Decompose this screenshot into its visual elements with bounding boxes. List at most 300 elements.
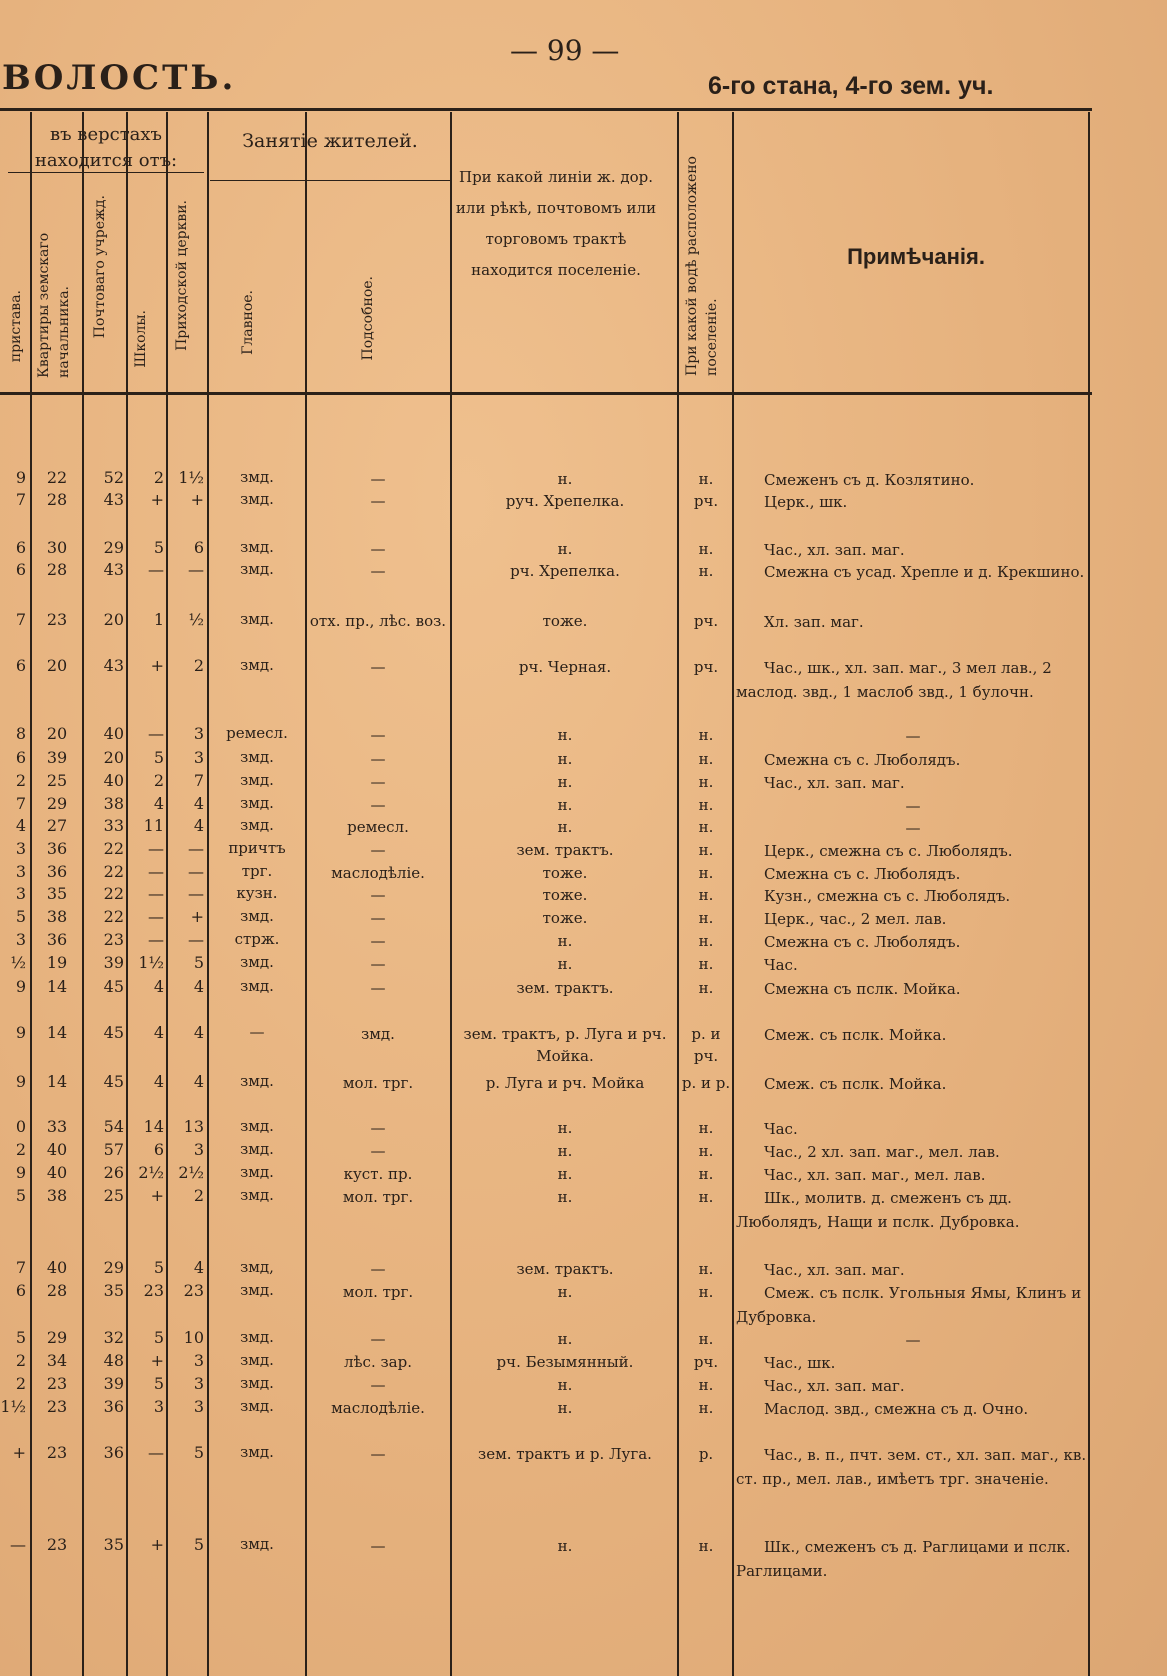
cell-main-occupation: змд. <box>240 1535 274 1553</box>
cell-water: н. <box>698 1188 714 1206</box>
cell-main-occupation: змд. <box>240 771 274 789</box>
cell-main-occupation: змд. <box>240 1163 274 1181</box>
cell-sub-occupation: — <box>370 750 386 768</box>
cell-remark: Час., в. п., пчт. зем. ст., хл. зап. маг., кв. ст. пр., мел. лав., имѣетъ трг. значеніе. <box>736 1446 1087 1488</box>
cell-church: 5 <box>193 953 204 972</box>
cell-post: 23 <box>103 930 124 949</box>
cell-pristav: 9 <box>15 1072 26 1091</box>
cell-sub-occupation: мол. трг. <box>342 1074 414 1092</box>
cell-sub-occupation: — <box>370 932 386 950</box>
cell-sub-occupation: — <box>370 1537 386 1555</box>
cell-zemsky: 28 <box>46 1281 68 1300</box>
cell-sub-occupation: — <box>370 540 386 558</box>
cell-remark: — <box>905 819 921 837</box>
cell-line-info: тоже. <box>542 909 588 927</box>
cell-water: р. и рч. <box>691 1025 721 1065</box>
cell-zemsky: 38 <box>46 1186 68 1205</box>
cell-zemsky: 20 <box>46 724 68 743</box>
cell-zemsky: 29 <box>46 794 68 813</box>
cell-church: 4 <box>193 1023 204 1042</box>
cell-post: 26 <box>103 1163 124 1182</box>
cell-zemsky: 35 <box>46 884 68 903</box>
cell-remark: Час., шк. <box>764 1354 836 1372</box>
cell-post: 20 <box>103 748 124 767</box>
cell-school: 5 <box>153 538 164 557</box>
cell-remark: Шк., смеженъ съ д. Раглицами и пслк. Раглицами. <box>736 1538 1071 1580</box>
cell-post: 43 <box>103 560 124 579</box>
cell-zemsky: 14 <box>46 1072 68 1091</box>
cell-zemsky: 20 <box>46 656 68 675</box>
cell-main-occupation: — <box>249 1023 265 1041</box>
cell-line-info: зем. трактъ. <box>516 979 614 997</box>
cell-school: 2 <box>153 468 164 487</box>
cell-zemsky: 29 <box>46 1328 68 1347</box>
cell-water: н. <box>698 470 714 488</box>
cell-sub-occupation: лѣс. зар. <box>343 1353 412 1371</box>
cell-sub-occupation: — <box>370 726 386 744</box>
cell-post: 57 <box>103 1140 124 1159</box>
cell-church: — <box>188 560 204 579</box>
cell-line-info: н. <box>557 773 573 791</box>
cell-main-occupation: змд. <box>240 490 274 508</box>
cell-zemsky: 23 <box>46 1374 68 1393</box>
cell-church: ½ <box>188 610 204 629</box>
cell-school: — <box>148 560 164 579</box>
cell-school: 5 <box>153 1258 164 1277</box>
cell-remark: Час., хл. зап. маг. <box>764 1261 905 1279</box>
right-title: 6-го стана, 4-го зем. уч. <box>708 72 994 100</box>
cell-remark: Смежна съ с. Люболядъ. <box>764 751 961 769</box>
cell-pristav: 2 <box>15 1140 26 1159</box>
cell-remark: Час., хл. зап. маг. <box>764 1377 905 1395</box>
cell-post: 43 <box>103 656 124 675</box>
cell-sub-occupation: — <box>370 1445 386 1463</box>
cell-main-occupation: змд. <box>240 977 274 995</box>
cell-pristav: 3 <box>15 884 26 903</box>
cell-line-info: рч. Хрепелка. <box>510 562 620 580</box>
cell-sub-occupation: — <box>370 796 386 814</box>
cell-post: 22 <box>103 839 124 858</box>
cell-post: 32 <box>103 1328 124 1347</box>
cell-zemsky: 23 <box>46 1443 68 1462</box>
cell-pristav: ½ <box>10 953 26 972</box>
cell-post: 22 <box>103 862 124 881</box>
cell-school: 6 <box>153 1140 164 1159</box>
cell-water: н. <box>698 1142 714 1160</box>
cell-sub-occupation: — <box>370 955 386 973</box>
cell-line-info: зем. трактъ. <box>516 841 614 859</box>
cell-church: 1½ <box>178 468 204 487</box>
cell-line-info: н. <box>557 1537 573 1555</box>
col-line-info: При какой линіи ж. дор. или рѣкѣ, почтовомъ или торговомъ трактѣ находится поселеніе. <box>455 168 657 279</box>
col-sub-occ: Подсобное. <box>360 276 376 361</box>
cell-zemsky: 25 <box>46 771 68 790</box>
cell-pristav: 7 <box>15 610 26 629</box>
cell-school: + <box>150 1535 164 1554</box>
cell-pristav: 9 <box>15 1163 26 1182</box>
cell-zemsky: 22 <box>46 468 68 487</box>
cell-line-info: н. <box>557 470 573 488</box>
cell-post: 35 <box>103 1535 124 1554</box>
cell-church: — <box>188 884 204 903</box>
cell-church: 2½ <box>178 1163 204 1182</box>
cell-pristav: + <box>12 1443 26 1462</box>
cell-post: 52 <box>103 468 124 487</box>
cell-main-occupation: змд. <box>240 656 274 674</box>
cell-church: 3 <box>193 1351 204 1370</box>
cell-sub-occupation: — <box>370 886 386 904</box>
cell-line-info: н. <box>557 932 573 950</box>
cell-remark: Смеженъ съ д. Козлятино. <box>764 471 975 489</box>
cell-school: 11 <box>143 816 164 835</box>
cell-sub-occupation: — <box>370 470 386 488</box>
cell-water: рч. <box>693 492 719 510</box>
col-post: Почтоваго учрежд. <box>92 195 108 339</box>
cell-main-occupation: змд. <box>240 538 274 556</box>
cell-line-info: н. <box>557 1283 573 1301</box>
cell-pristav: 2 <box>15 1351 26 1370</box>
cell-sub-occupation: ремесл. <box>347 818 409 836</box>
cell-pristav: 5 <box>15 1186 26 1205</box>
cell-sub-occupation: отх. пр., лѣс. воз. <box>309 612 447 630</box>
cell-zemsky: 19 <box>46 953 68 972</box>
cell-sub-occupation: куст. пр. <box>343 1165 413 1183</box>
col-zemsky: Квартиры земскаго начальника. <box>36 232 72 378</box>
cell-zemsky: 40 <box>46 1140 68 1159</box>
cell-sub-occupation: — <box>370 841 386 859</box>
cell-remark: — <box>905 797 921 815</box>
cell-post: 40 <box>103 724 124 743</box>
cell-school: 2½ <box>138 1163 164 1182</box>
cell-main-occupation: змд. <box>240 1374 274 1392</box>
cell-pristav: 7 <box>15 794 26 813</box>
cell-school: — <box>148 930 164 949</box>
cell-sub-occupation: маслодѣліе. <box>331 864 425 882</box>
cell-school: 4 <box>153 977 164 996</box>
cell-church: 6 <box>193 538 204 557</box>
cell-pristav: 4 <box>15 816 26 835</box>
cell-sub-occupation: — <box>370 562 386 580</box>
cell-pristav: 8 <box>15 724 26 743</box>
cell-pristav: 7 <box>15 490 26 509</box>
cell-zemsky: 23 <box>46 1397 68 1416</box>
cell-church: — <box>188 930 204 949</box>
cell-remark: Церк., час., 2 мел. лав. <box>764 910 947 928</box>
cell-remark: Смеж. съ пслк. Мойка. <box>764 1075 947 1093</box>
cell-pristav: — <box>10 1535 26 1554</box>
top-rule <box>0 108 1092 111</box>
cell-church: 4 <box>193 1072 204 1091</box>
cell-sub-occupation: — <box>370 1260 386 1278</box>
cell-line-info: руч. Хрепелка. <box>505 492 625 510</box>
cell-zemsky: 39 <box>46 748 68 767</box>
cell-zemsky: 27 <box>46 816 68 835</box>
cell-pristav: 3 <box>15 839 26 858</box>
cell-sub-occupation: — <box>370 1330 386 1348</box>
cell-water: н. <box>698 1399 714 1417</box>
cell-line-info: н. <box>557 726 573 744</box>
cell-zemsky: 28 <box>46 560 68 579</box>
cell-remark: Час., хл. зап. маг., мел. лав. <box>764 1166 986 1184</box>
cell-sub-occupation: — <box>370 773 386 791</box>
cell-main-occupation: змд. <box>240 1328 274 1346</box>
cell-line-info: н. <box>557 540 573 558</box>
column-rule <box>82 112 84 1676</box>
cell-main-occupation: трг. <box>241 862 273 880</box>
cell-post: 48 <box>103 1351 124 1370</box>
cell-main-occupation: змд. <box>240 816 274 834</box>
cell-pristav: 9 <box>15 977 26 996</box>
cell-main-occupation: змд. <box>240 1140 274 1158</box>
cell-post: 22 <box>103 884 124 903</box>
cell-sub-occupation: — <box>370 1142 386 1160</box>
cell-remark: Смежна съ пслк. Мойка. <box>764 980 961 998</box>
cell-water: р. <box>698 1445 714 1463</box>
cell-church: 2 <box>193 1186 204 1205</box>
group-occupation-header: Занятіе жителей. <box>242 130 418 152</box>
cell-line-info: н. <box>557 1165 573 1183</box>
cell-line-info: зем. трактъ. <box>516 1260 614 1278</box>
cell-main-occupation: змд. <box>240 953 274 971</box>
cell-church: 13 <box>183 1117 204 1136</box>
cell-school: 4 <box>153 794 164 813</box>
cell-zemsky: 36 <box>46 839 68 858</box>
cell-remark: Час. <box>764 1120 798 1138</box>
cell-sub-occupation: — <box>370 658 386 676</box>
cell-line-info: р. Луга и рч. Мойка <box>485 1074 645 1092</box>
cell-line-info: тоже. <box>542 886 588 904</box>
cell-zemsky: 38 <box>46 907 68 926</box>
cell-main-occupation: змд. <box>240 1117 274 1135</box>
cell-main-occupation: змд. <box>240 560 274 578</box>
cell-pristav: 7 <box>15 1258 26 1277</box>
cell-church: 23 <box>183 1281 204 1300</box>
cell-school: + <box>150 1351 164 1370</box>
col-water: При какой водѣ расположено поселеніе. <box>684 156 720 376</box>
cell-main-occupation: змд. <box>240 748 274 766</box>
cell-school: 2 <box>153 771 164 790</box>
cell-line-info: тоже. <box>542 612 588 630</box>
cell-school: 5 <box>153 1374 164 1393</box>
cell-post: 29 <box>103 1258 124 1277</box>
cell-line-info: н. <box>557 1119 573 1137</box>
cell-zemsky: 34 <box>46 1351 68 1370</box>
cell-water: н. <box>698 796 714 814</box>
cell-main-occupation: змд. <box>240 1351 274 1369</box>
cell-school: — <box>148 862 164 881</box>
cell-line-info: н. <box>557 1142 573 1160</box>
group-sub-rule <box>210 180 450 181</box>
cell-zemsky: 40 <box>46 1258 68 1277</box>
cell-post: 38 <box>103 794 124 813</box>
cell-zemsky: 28 <box>46 490 68 509</box>
column-rule <box>30 112 32 1676</box>
cell-zemsky: 40 <box>46 1163 68 1182</box>
cell-main-occupation: змд. <box>240 1072 274 1090</box>
cell-line-info: н. <box>557 1330 573 1348</box>
cell-water: р. и р. <box>681 1074 731 1092</box>
cell-main-occupation: кузн. <box>236 884 278 902</box>
cell-water: н. <box>698 773 714 791</box>
col-church: Приходской церкви. <box>174 200 190 351</box>
cell-school: 4 <box>153 1072 164 1091</box>
col-main-occ: Главное. <box>240 290 256 355</box>
cell-post: 35 <box>103 1281 124 1300</box>
cell-post: 36 <box>103 1397 124 1416</box>
cell-pristav: 6 <box>15 656 26 675</box>
cell-sub-occupation: мол. трг. <box>342 1188 414 1206</box>
cell-main-occupation: стрж. <box>234 930 280 948</box>
cell-line-info: н. <box>557 1399 573 1417</box>
column-rule <box>732 112 734 1676</box>
cell-water: н. <box>698 909 714 927</box>
cell-water: рч. <box>693 658 719 676</box>
cell-line-info: зем. трактъ, р. Луга и рч. Мойка. <box>463 1025 667 1065</box>
cell-remark: Церк., смежна съ с. Люболядъ. <box>764 842 1013 860</box>
cell-remark: Смеж. съ пслк. Мойка. <box>764 1026 947 1044</box>
cell-line-info: тоже. <box>542 864 588 882</box>
cell-church: 3 <box>193 748 204 767</box>
cell-church: 5 <box>193 1443 204 1462</box>
cell-water: н. <box>698 886 714 904</box>
column-rule <box>677 112 679 1676</box>
cell-water: н. <box>698 1537 714 1555</box>
cell-remark: — <box>905 1331 921 1349</box>
cell-remark: Смежна съ с. Люболядъ. <box>764 933 961 951</box>
cell-church: 3 <box>193 724 204 743</box>
col-remarks: Примѣчанія. <box>847 244 985 269</box>
col-pristav: пристава. <box>8 290 24 363</box>
cell-zemsky: 23 <box>46 1535 68 1554</box>
col-school: Школы. <box>133 310 149 368</box>
cell-zemsky: 30 <box>46 538 68 557</box>
cell-line-info: н. <box>557 1376 573 1394</box>
cell-school: — <box>148 907 164 926</box>
cell-church: 4 <box>193 977 204 996</box>
cell-sub-occupation: — <box>370 909 386 927</box>
cell-pristav: 5 <box>15 1328 26 1347</box>
cell-school: 3 <box>153 1397 164 1416</box>
cell-main-occupation: змд. <box>240 1397 274 1415</box>
cell-remark: Час., 2 хл. зап. маг., мел. лав. <box>764 1143 1000 1161</box>
cell-post: 45 <box>103 1072 124 1091</box>
cell-water: н. <box>698 1119 714 1137</box>
cell-water: н. <box>698 841 714 859</box>
cell-pristav: 6 <box>15 560 26 579</box>
cell-pristav: 0 <box>15 1117 26 1136</box>
cell-church: 7 <box>193 771 204 790</box>
cell-remark: Смежна съ с. Люболядъ. <box>764 865 961 883</box>
cell-remark: Кузн., смежна съ с. Люболядъ. <box>764 887 1011 905</box>
cell-pristav: 9 <box>15 1023 26 1042</box>
cell-church: 5 <box>193 1535 204 1554</box>
cell-church: 4 <box>193 816 204 835</box>
cell-line-info: н. <box>557 750 573 768</box>
cell-post: 36 <box>103 1443 124 1462</box>
cell-remark: Смеж. съ пслк. Угольныя Ямы, Клинъ и Дубровка. <box>736 1284 1082 1326</box>
left-title: ВОЛОСТЬ. <box>2 58 237 98</box>
cell-water: рч. <box>693 612 719 630</box>
cell-zemsky: 36 <box>46 862 68 881</box>
cell-school: 1 <box>153 610 164 629</box>
cell-post: 45 <box>103 1023 124 1042</box>
cell-school: — <box>148 724 164 743</box>
cell-church: 3 <box>193 1140 204 1159</box>
cell-post: 33 <box>103 816 124 835</box>
cell-water: н. <box>698 562 714 580</box>
cell-post: 22 <box>103 907 124 926</box>
cell-remark: Час., хл. зап. маг. <box>764 774 905 792</box>
cell-main-occupation: змд. <box>240 1281 274 1299</box>
cell-church: 4 <box>193 1258 204 1277</box>
cell-post: 29 <box>103 538 124 557</box>
cell-line-info: зем. трактъ и р. Луга. <box>478 1445 652 1463</box>
cell-water: н. <box>698 955 714 973</box>
cell-main-occupation: змд. <box>240 610 274 628</box>
cell-sub-occupation: змд. <box>361 1025 395 1043</box>
cell-pristav: 2 <box>15 771 26 790</box>
cell-pristav: 9 <box>15 468 26 487</box>
cell-water: н. <box>698 750 714 768</box>
cell-zemsky: 36 <box>46 930 68 949</box>
cell-pristav: 6 <box>15 748 26 767</box>
cell-water: рч. <box>693 1353 719 1371</box>
cell-water: н. <box>698 979 714 997</box>
cell-remark: — <box>905 727 921 745</box>
cell-church: 2 <box>193 656 204 675</box>
cell-remark: Час., хл. зап. маг. <box>764 541 905 559</box>
cell-sub-occupation: — <box>370 1119 386 1137</box>
cell-school: 14 <box>143 1117 164 1136</box>
cell-remark: Час. <box>764 956 798 974</box>
cell-pristav: 3 <box>15 862 26 881</box>
cell-water: н. <box>698 540 714 558</box>
cell-remark: Шк., молитв. д. смеженъ съ дд. Люболядъ, Нащи и пслк. Дубровка. <box>736 1189 1020 1231</box>
cell-school: — <box>148 1443 164 1462</box>
cell-post: 25 <box>103 1186 124 1205</box>
page-number: — 99 — <box>510 34 620 67</box>
cell-school: 5 <box>153 1328 164 1347</box>
cell-school: — <box>148 839 164 858</box>
cell-church: 10 <box>183 1328 204 1347</box>
cell-water: н. <box>698 864 714 882</box>
cell-line-info: н. <box>557 1188 573 1206</box>
cell-school: + <box>150 490 164 509</box>
cell-pristav: 5 <box>15 907 26 926</box>
cell-water: н. <box>698 932 714 950</box>
cell-water: н. <box>698 1260 714 1278</box>
cell-main-occupation: змд. <box>240 1186 274 1204</box>
cell-remark: Час., шк., хл. зап. маг., 3 мел лав., 2 маслод. звд., 1 маслоб звд., 1 булочн. <box>736 659 1052 701</box>
cell-water: н. <box>698 726 714 744</box>
cell-sub-occupation: маслодѣліе. <box>331 1399 425 1417</box>
cell-remark: Хл. зап. маг. <box>764 613 864 631</box>
cell-remark: Смежна съ усад. Хрепле и д. Крекшино. <box>764 563 1085 581</box>
cell-water: н. <box>698 818 714 836</box>
cell-line-info: н. <box>557 818 573 836</box>
cell-main-occupation: змд. <box>240 907 274 925</box>
cell-post: 39 <box>103 1374 124 1393</box>
cell-main-occupation: причтъ <box>228 839 286 857</box>
cell-school: 1½ <box>138 953 164 972</box>
cell-line-info: н. <box>557 955 573 973</box>
cell-zemsky: 33 <box>46 1117 68 1136</box>
cell-main-occupation: змд. <box>240 468 274 486</box>
cell-remark: Маслод. звд., смежна съ д. Очно. <box>764 1400 1029 1418</box>
cell-school: + <box>150 656 164 675</box>
cell-sub-occupation: — <box>370 492 386 510</box>
cell-line-info: н. <box>557 796 573 814</box>
